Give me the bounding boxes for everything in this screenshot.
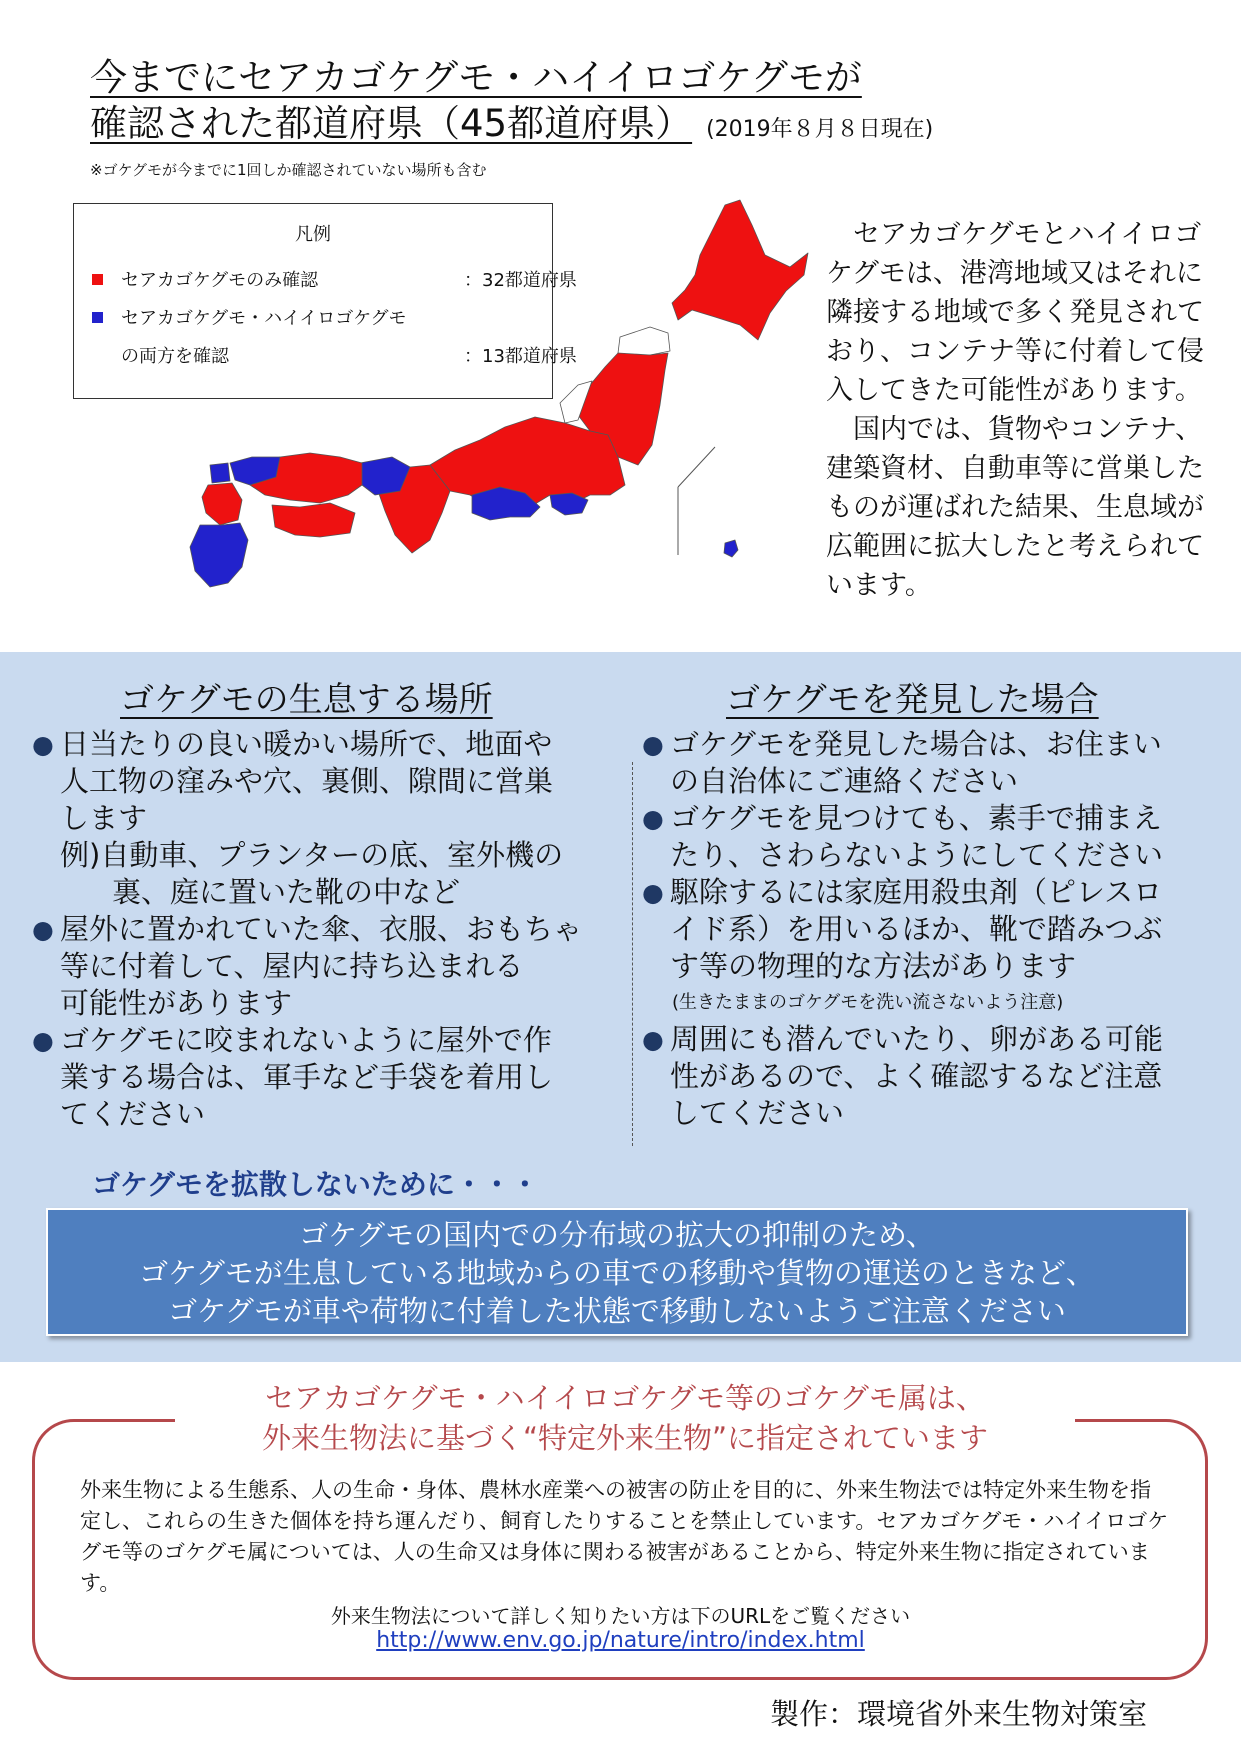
spread-line-2: ゴケグモが生息している地域からの車での移動や貨物の運送のときなど、 [139,1256,1095,1290]
found-item-2-line-2: たり、さわらないようにしてください [670,838,1164,872]
legend-red-count: ：32都道府県 [464,270,577,291]
map-ogasawara [724,540,738,557]
law-heading-line-1: セアカゴケグモ・ハイイロゴケグモ等のゴケグモ属は、 [265,1381,985,1415]
found-item-1-line-2: の自治体にご連絡ください [670,764,1019,798]
legend-blue-count: ：13都道府県 [464,346,577,367]
habitat-list [32,726,632,1133]
blue-swatch-icon [92,312,103,323]
map-kyushu-red [202,483,242,525]
found-item-1-line-1: ゴケグモを発見した場合は、お住まい [670,727,1162,761]
legend-row-red [92,266,318,292]
column-divider [632,762,633,1146]
habitat-item-3-line-3: てください [60,1097,206,1131]
legend-row-blue [92,304,406,330]
intro-text [826,215,1226,605]
found-item-4-line-2: 性があるので、よく確認するなど注意 [670,1059,1163,1093]
habitat-item-1-line-3: します [60,801,148,835]
found-item-3-line-3: す等の物理的な方法があります [670,949,1077,983]
law-heading [175,1378,1075,1458]
title-block [90,55,1190,180]
habitat-item-2-line-3: 可能性があります [60,986,293,1020]
found-item-2 [642,800,1212,874]
map-kyushu-blue [190,523,248,587]
red-swatch-icon [92,274,103,285]
found-item-4-line-1: 周囲にも潜んでいたり、卵がある可能 [670,1022,1164,1056]
legend-red-label: セアカゴケグモのみ確認 [121,270,319,291]
found-item-1 [642,726,1212,800]
habitat-item-3-line-2: 業する場合は、軍手など手袋を着用し [60,1060,554,1094]
found-item-3 [642,874,1212,985]
spread-line-3: ゴケグモが車や荷物に付着した状態で移動しないようご注意ください [168,1294,1066,1328]
legend-blue-label-2: の両方を確認 [121,346,229,367]
found-item-2-line-1: ゴケグモを見つけても、素手で捕まえ [670,801,1162,835]
habitat-item-1-line-2: 人工物の窪みや穴、裏側、隙間に営巣 [60,764,554,798]
habitat-item-1 [32,726,632,837]
found-list [642,726,1212,1132]
habitat-item-2 [32,911,632,1022]
found-item-3-line-1: 駆除するには家庭用殺虫剤（ピレスロ [670,875,1163,909]
spread-notice-box [46,1208,1188,1336]
found-item-4-line-3: してください [670,1096,845,1130]
spread-line-1: ゴケグモの国内での分布域の拡大の抑制のため、 [299,1218,935,1252]
intro-paragraph-1: セアカゴケグモとハイイロゴケグモは、港湾地域又はそれに隣接する地域で多く発見されており、コンテナ等に付着して侵入してきた可能性があります。 [826,219,1204,406]
bullet-icon: ● [642,878,664,907]
habitat-item-1-line-1: 日当たりの良い暖かい場所で、地面や [60,727,553,761]
habitat-item-2-line-2: 等に付着して、屋内に持ち込まれる [60,949,524,983]
map-shikoku [272,503,355,537]
found-heading: ゴケグモを発見した場合 [726,680,1099,720]
bullet-icon: ● [32,730,54,759]
legend-blue-label-1: セアカゴケグモ・ハイイロゴケグモ [121,308,407,329]
bullet-icon: ● [642,1025,664,1054]
law-heading-line-2: 外来生物法に基づく“特定外来生物”に指定されています [261,1421,989,1455]
intro-paragraph-2: 国内では、貨物やコンテナ、建築資材、自動車等に営巣したものが運ばれた結果、生息域が広範囲に拡大したと考えられています。 [826,414,1204,601]
bullet-icon: ● [642,804,664,833]
legend-title: 凡例 [295,224,331,245]
habitat-heading: ゴケグモの生息する場所 [120,680,493,720]
habitat-item-3 [32,1022,632,1133]
date-note: (2019年８月８日現在) [706,117,934,142]
bullet-icon: ● [642,730,664,759]
page-title-text: 確認された都道府県（45都道府県） [90,102,693,145]
habitat-example-line-1: 例)自動車、プランターの底、室外機の [60,838,564,872]
title-footnote: ※ゴケグモが今までに1回しか確認されていない場所も含む [90,161,487,179]
page-title-line1: 今までにセアカゴケグモ・ハイイロゴケグモが [90,56,862,99]
found-item-3-line-2: イド系）を用いるほか、靴で踏みつぶ [670,912,1163,946]
bullet-icon: ● [32,915,54,944]
found-item-4 [642,1021,1212,1132]
law-body-text: 外来生物による生態系、人の生命・身体、農林水産業への被害の防止を目的に、外来生物法では特定外来生物を指定し、これらの生きた個体を持ち運んだり、飼育したりすることを禁止しています。セアカゴケグモ・ハイイロゴケグモ等のゴケグモ属については、人の生命又は身体に関わる被害があることから、特定外来生物に指定されています。 [80,1478,1169,1595]
spread-heading: ゴケグモを拡散しないために・・・ [92,1168,539,1201]
law-url-note: 外来生物法について詳しく知りたい方は下のURLをご覧ください [330,1604,911,1628]
page-title-line2 [90,101,1190,153]
habitat-item-2-line-1: 屋外に置かれていた傘、衣服、おもちゃ [60,912,583,946]
habitat-item-3-line-1: ゴケグモに咬まれないように屋外で作 [60,1023,552,1057]
found-item-3-note: (生きたままのゴケグモを洗い流さないよう注意) [672,992,1064,1013]
bullet-icon: ● [32,1026,54,1055]
map-legend [73,203,577,399]
map-kyushu-north-blue [210,463,230,483]
credit-text: 製作：環境省外来生物対策室 [770,1697,1148,1731]
map-hokkaido [672,200,808,340]
law-url-link[interactable]: http://www.env.go.jp/nature/intro/index.html [376,1628,865,1653]
habitat-example-line-2: 裏、庭に置いた靴の中など [112,875,461,909]
